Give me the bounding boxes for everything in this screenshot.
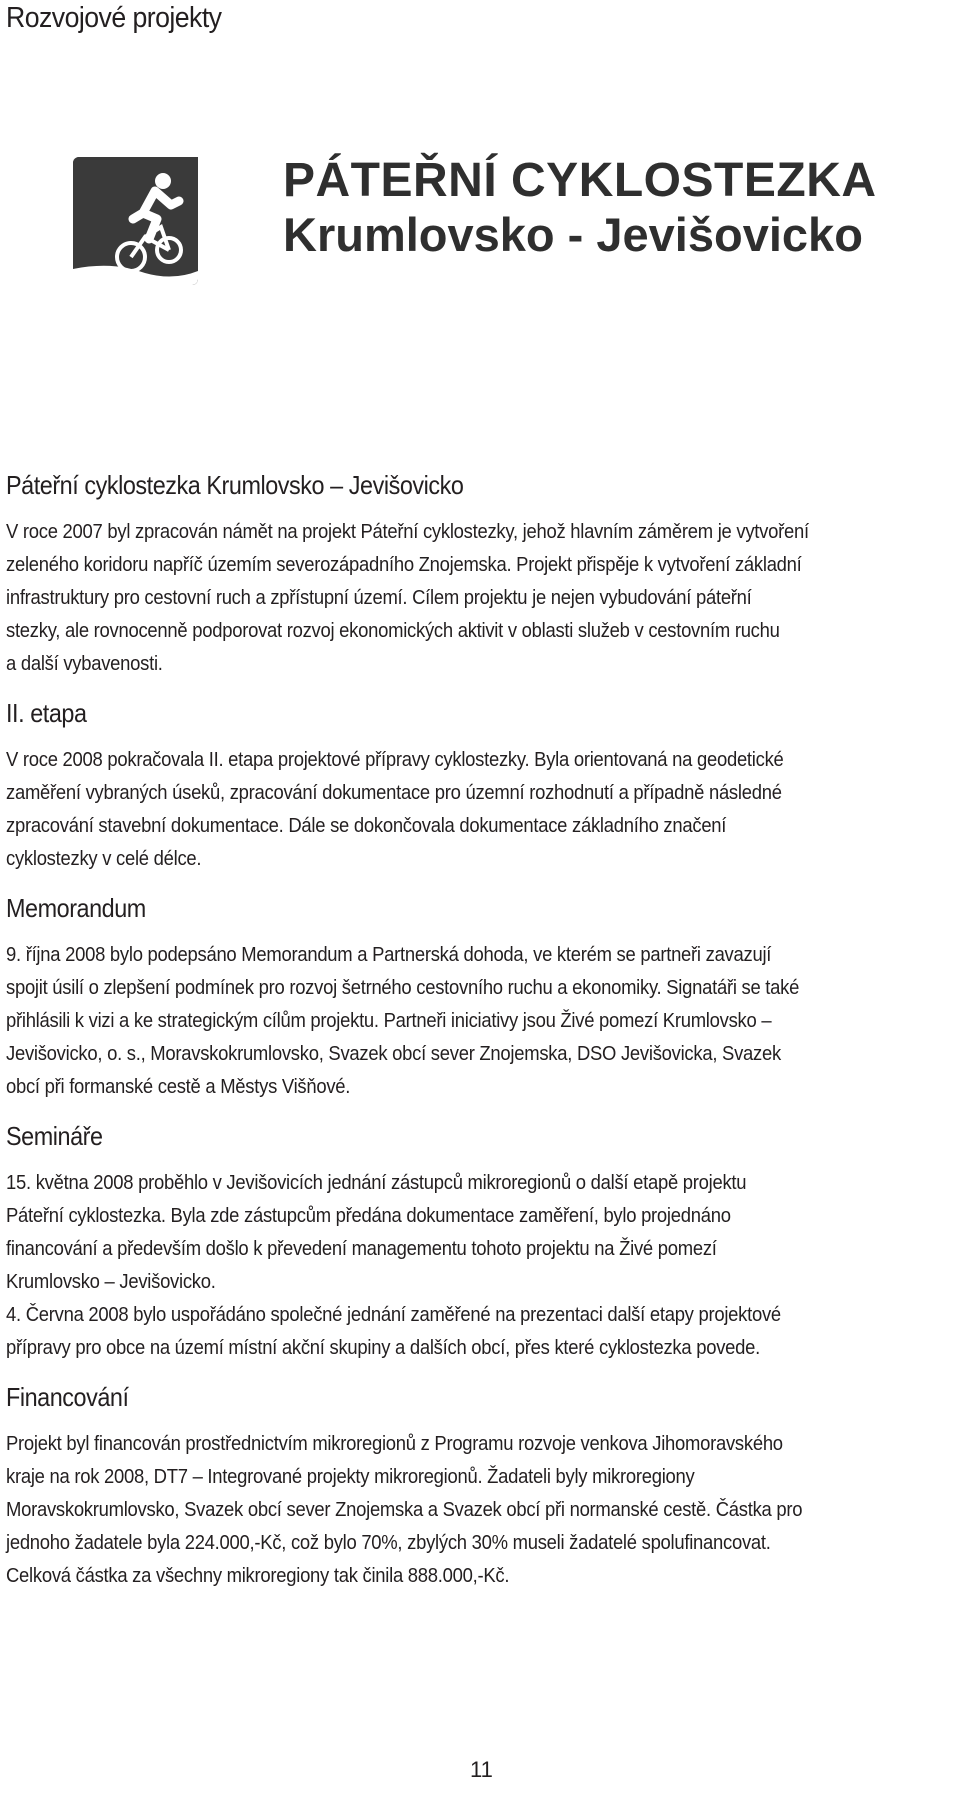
article-body	[6, 470, 956, 1610]
text-line: Celková částka za všechny mikroregiony tak činila 888.000,-Kč.	[6, 1564, 510, 1587]
text-line: spojit úsilí o zlepšení podmínek pro rozvoj šetrného cestovního ruchu a ekonomiky. Signatáři se také	[6, 976, 800, 999]
section-title-seminare: Semináře	[6, 1121, 103, 1151]
text-line: stezky, ale rovnocenně podporovat rozvoj ekonomických aktivit v oblasti služeb v cestovním ruchu	[6, 619, 780, 642]
section-title-etapa: II. etapa	[6, 698, 87, 728]
section-paragraph	[6, 1166, 956, 1364]
text-line: a další vybavenosti.	[6, 652, 163, 675]
text-line: přihlásili k vizi a ke strategickým cílům projektu. Partneři iniciativy jsou Živé pomezí Krumlovsko –	[6, 1009, 772, 1032]
text-line: 9. října 2008 bylo podepsáno Memorandum a Partnerská dohoda, ve kterém se partneři zavazují	[6, 943, 772, 966]
logo-title: PÁTEŘNÍ CYKLOSTEZKA	[283, 154, 877, 207]
page-title: Rozvojové projekty	[6, 2, 222, 34]
text-line: V roce 2007 byl zpracován námět na projekt Páteřní cyklostezky, jehož hlavním záměrem je vytvoření	[6, 520, 809, 543]
text-line: Páteřní cyklostezka. Byla zde zástupcům předána dokumentace zaměření, bylo projednáno	[6, 1204, 731, 1227]
section-paragraph	[6, 515, 956, 680]
text-line: zeleného koridoru napříč územím severozápadního Znojemska. Projekt přispěje k vytvoření základní	[6, 553, 802, 576]
text-line: Projekt byl financován prostřednictvím mikroregionů z Programu rozvoje venkova Jihomoravského	[6, 1432, 783, 1455]
logo	[73, 154, 895, 285]
text-line: kraje na rok 2008, DT7 – Integrované projekty mikroregionů. Žadateli byly mikroregiony	[6, 1465, 695, 1488]
text-line: 4. Června 2008 bylo uspořádáno společné jednání zaměřené na prezentaci další etapy projektové	[6, 1303, 781, 1326]
section-paragraph	[6, 938, 956, 1103]
logo-badge	[73, 157, 198, 285]
text-line: zpracování stavební dokumentace. Dále se dokončovala dokumentace základního značení	[6, 814, 727, 837]
text-line: Jevišovicko, o. s., Moravskokrumlovsko, Svazek obcí sever Znojemska, DSO Jevišovicka, Svazek	[6, 1042, 781, 1065]
text-line: obcí při formanské cestě a Městys Višňové.	[6, 1075, 351, 1098]
section-paragraph	[6, 743, 956, 875]
text-line: 15. května 2008 proběhlo v Jevišovicích jednání zástupců mikroregionů o další etapě projektu	[6, 1171, 747, 1194]
text-line: Krumlovsko – Jevišovicko.	[6, 1270, 216, 1293]
cyclist-icon	[73, 157, 198, 285]
page-number: 11	[470, 1757, 493, 1782]
section-title-memorandum: Memorandum	[6, 893, 146, 923]
logo-subtitle: Krumlovsko - Jevišovicko	[283, 208, 863, 261]
text-line: přípravy pro obce na území místní akční skupiny a dalších obcí, přes které cyklostezka povede.	[6, 1336, 761, 1359]
text-line: infrastruktury pro cestovní ruch a zpřístupní území. Cílem projektu je nejen vybudování páteřní	[6, 586, 752, 609]
text-line: V roce 2008 pokračovala II. etapa projektové přípravy cyklostezky. Byla orientovaná na geodetické	[6, 748, 784, 771]
text-line: financování a především došlo k převedení managementu tohoto projektu na Živé pomezí	[6, 1237, 717, 1260]
text-line: Moravskokrumlovsko, Svazek obcí sever Znojemska a Svazek obcí při normanské cestě. Částka pro	[6, 1498, 803, 1521]
section-title-cyklostezka: Páteřní cyklostezka Krumlovsko – Jevišovicko	[6, 470, 464, 500]
text-line: zaměření vybraných úseků, zpracování dokumentace pro územní rozhodnutí a případně následné	[6, 781, 782, 804]
section-paragraph	[6, 1427, 956, 1592]
section-title-financovani: Financování	[6, 1382, 129, 1412]
text-line: cyklostezky v celé délce.	[6, 847, 202, 870]
text-line: jednoho žadatele byla 224.000,-Kč, což bylo 70%, zbylých 30% museli žadatelé spolufinancovat.	[6, 1531, 771, 1554]
